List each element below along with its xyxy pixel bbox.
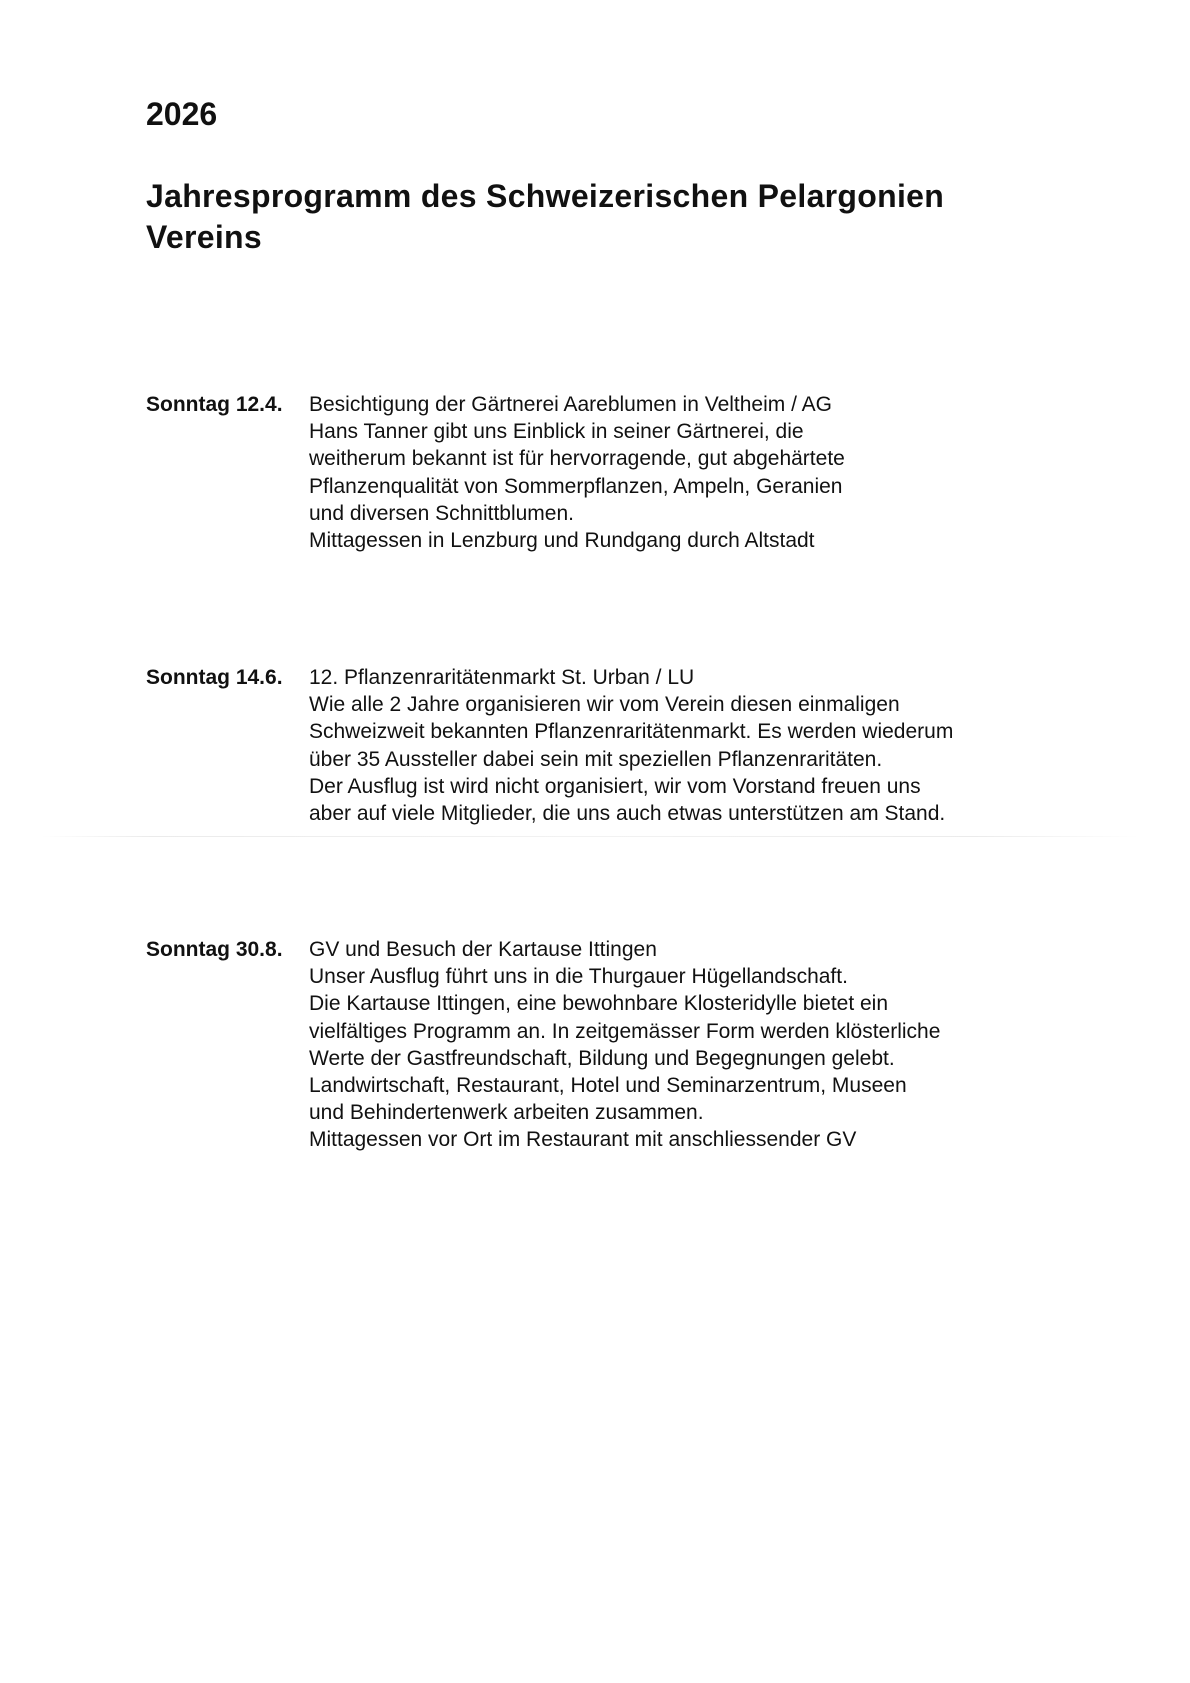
event-headline: 12. Pflanzenraritätenmarkt St. Urban / LU bbox=[309, 666, 695, 689]
event-date: Sonntag 12.4. bbox=[146, 393, 283, 416]
event-text-line: weitherum bekannt ist für hervorragende, gut abgehärtete bbox=[309, 447, 845, 471]
event-text-line: über 35 Aussteller dabei sein mit speziellen Pflanzenraritäten. bbox=[309, 747, 883, 771]
event-headline: Besichtigung der Gärtnerei Aareblumen in Veltheim / AG bbox=[309, 393, 832, 416]
event-text-line: und diversen Schnittblumen. bbox=[309, 501, 574, 525]
event-text-line: Schweizweit bekannten Pflanzenraritätenmarkt. Es werden wiederum bbox=[309, 720, 954, 744]
event-text-line: Wie alle 2 Jahre organisieren wir vom Verein diesen einmaligen bbox=[309, 693, 900, 717]
event-description bbox=[309, 936, 1099, 1154]
event-text-line: Werte der Gastfreundschaft, Bildung und Begegnungen gelebt. bbox=[309, 1046, 895, 1070]
event-date: Sonntag 30.8. bbox=[146, 938, 283, 961]
event-description bbox=[309, 391, 1099, 554]
event-text-line: aber auf viele Mitglieder, die uns auch etwas unterstützen am Stand. bbox=[309, 802, 946, 826]
event-text-line: Mittagessen vor Ort im Restaurant mit anschliessender GV bbox=[309, 1128, 857, 1152]
event-text-line: Landwirtschaft, Restaurant, Hotel und Seminarzentrum, Museen bbox=[309, 1074, 907, 1098]
event-date: Sonntag 14.6. bbox=[146, 666, 283, 689]
event-text-line: Mittagessen in Lenzburg und Rundgang durch Altstadt bbox=[309, 529, 815, 553]
event-headline: GV und Besuch der Kartause Ittingen bbox=[309, 938, 657, 961]
event-description bbox=[309, 664, 1099, 827]
event-text-line: Der Ausflug ist wird nicht organisiert, wir vom Vorstand freuen uns bbox=[309, 774, 921, 798]
event-text-line: und Behindertenwerk arbeiten zusammen. bbox=[309, 1101, 704, 1125]
event-text-line: Unser Ausflug führt uns in die Thurgauer Hügellandschaft. bbox=[309, 965, 848, 989]
event-text-line: Die Kartause Ittingen, eine bewohnbare Klosteridylle bietet ein bbox=[309, 992, 889, 1016]
document-year: 2026 bbox=[146, 96, 218, 132]
scan-artifact-line bbox=[40, 836, 1140, 837]
event-text-line: Pflanzenqualität von Sommerpflanzen, Ampeln, Geranien bbox=[309, 474, 843, 498]
event-text-line: vielfältiges Programm an. In zeitgemässer Form werden klösterliche bbox=[309, 1019, 941, 1043]
event-text-line: Hans Tanner gibt uns Einblick in seiner Gärtnerei, die bbox=[309, 420, 804, 444]
document-title: Jahresprogramm des Schweizerischen Pelargonien Vereins bbox=[146, 178, 945, 255]
